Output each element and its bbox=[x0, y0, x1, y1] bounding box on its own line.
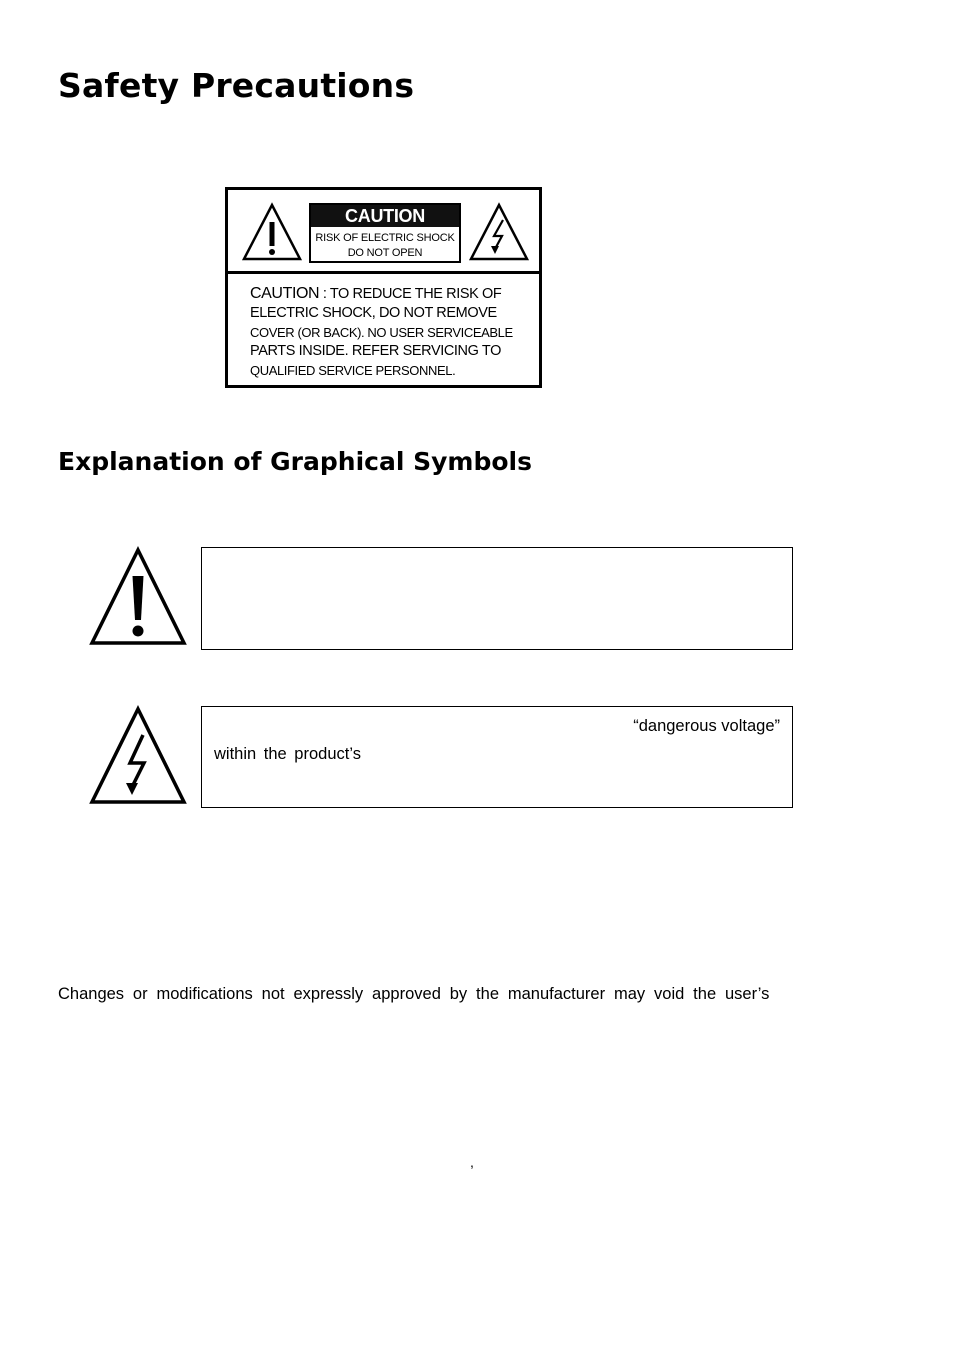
within-product-text: within the product’s bbox=[214, 745, 361, 763]
exclamation-triangle-icon bbox=[88, 546, 188, 646]
caution-line-1: RISK OF ELECTRIC SHOCK bbox=[315, 232, 455, 244]
lightning-symbol-description bbox=[201, 706, 793, 808]
caution-label-header bbox=[228, 190, 539, 274]
caution-body-line-3: COVER (OR BACK). NO USER SERVICEABLE bbox=[250, 325, 513, 340]
caution-line-2: DO NOT OPEN bbox=[347, 247, 423, 259]
caution-body-line-2: ELECTRIC SHOCK, DO NOT REMOVE bbox=[250, 305, 497, 321]
caution-body-line-4: PARTS INSIDE. REFER SERVICING TO bbox=[250, 343, 501, 359]
caution-body-lead: CAUTION bbox=[250, 285, 320, 302]
page-title: Safety Precautions bbox=[58, 66, 415, 105]
exclamation-symbol-description bbox=[201, 547, 793, 650]
stray-mark: , bbox=[470, 1154, 474, 1170]
exclamation-triangle-icon bbox=[241, 202, 303, 262]
caution-body-line-1: : TO REDUCE THE RISK OF bbox=[322, 286, 502, 302]
caution-label-box bbox=[309, 203, 461, 263]
caution-banner: CAUTION bbox=[311, 205, 459, 227]
lightning-triangle-icon bbox=[468, 202, 530, 262]
modifications-notice: Changes or modifications not expressly approved by the manufacturer may void the user’s bbox=[58, 985, 770, 1003]
caution-label-body bbox=[250, 284, 535, 380]
caution-body-line-5: QUALIFIED SERVICE PERSONNEL. bbox=[250, 363, 456, 378]
section-title: Explanation of Graphical Symbols bbox=[58, 447, 532, 476]
caution-label bbox=[225, 187, 542, 388]
lightning-triangle-icon bbox=[88, 705, 188, 805]
dangerous-voltage-text: “dangerous voltage” bbox=[633, 717, 780, 735]
